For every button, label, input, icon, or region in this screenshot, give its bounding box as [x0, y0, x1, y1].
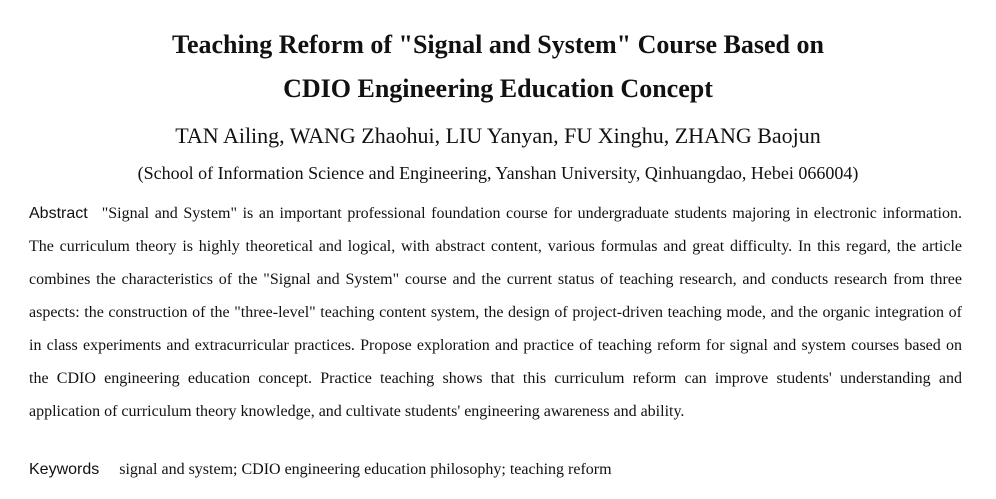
abstract-paragraph [29, 197, 962, 428]
abstract-text: "Signal and System" is an important professional foundation course for undergraduate students majoring in electronic information. The curriculum theory is highly theoretical and logical, with abstract content, various formulas and great difficulty. In this regard, the article combines the characteristics of the "Signal and System" course and the current status of teaching research, and conducts research from three aspects: the construction of the "three-level" teaching content system, the design of project-driven teaching mode, and the organic integration of in class experiments and extracurricular practices. Propose exploration and practice of teaching reform for signal and system courses based on the CDIO engineering education concept. Practice teaching shows that this curriculum reform can improve students' understanding and application of curriculum theory knowledge, and cultivate students' engineering awareness and ability. [29, 205, 962, 420]
abstract-label: Abstract [29, 205, 88, 222]
keywords-line [29, 456, 962, 484]
affiliation: (School of Information Science and Engineering, Yanshan University, Qinhuangdao, Hebei 066004) [137, 163, 859, 183]
keywords-text: signal and system; CDIO engineering education philosophy; teaching reform [119, 461, 612, 478]
paper-title-line-2: CDIO Engineering Education Concept [283, 74, 713, 103]
paper-title-line-1: Teaching Reform of "Signal and System" Course Based on [172, 30, 824, 59]
author-list: TAN Ailing, WANG Zhaohui, LIU Yanyan, FU Xinghu, ZHANG Baojun [175, 123, 821, 148]
keywords-label: Keywords [29, 461, 100, 478]
